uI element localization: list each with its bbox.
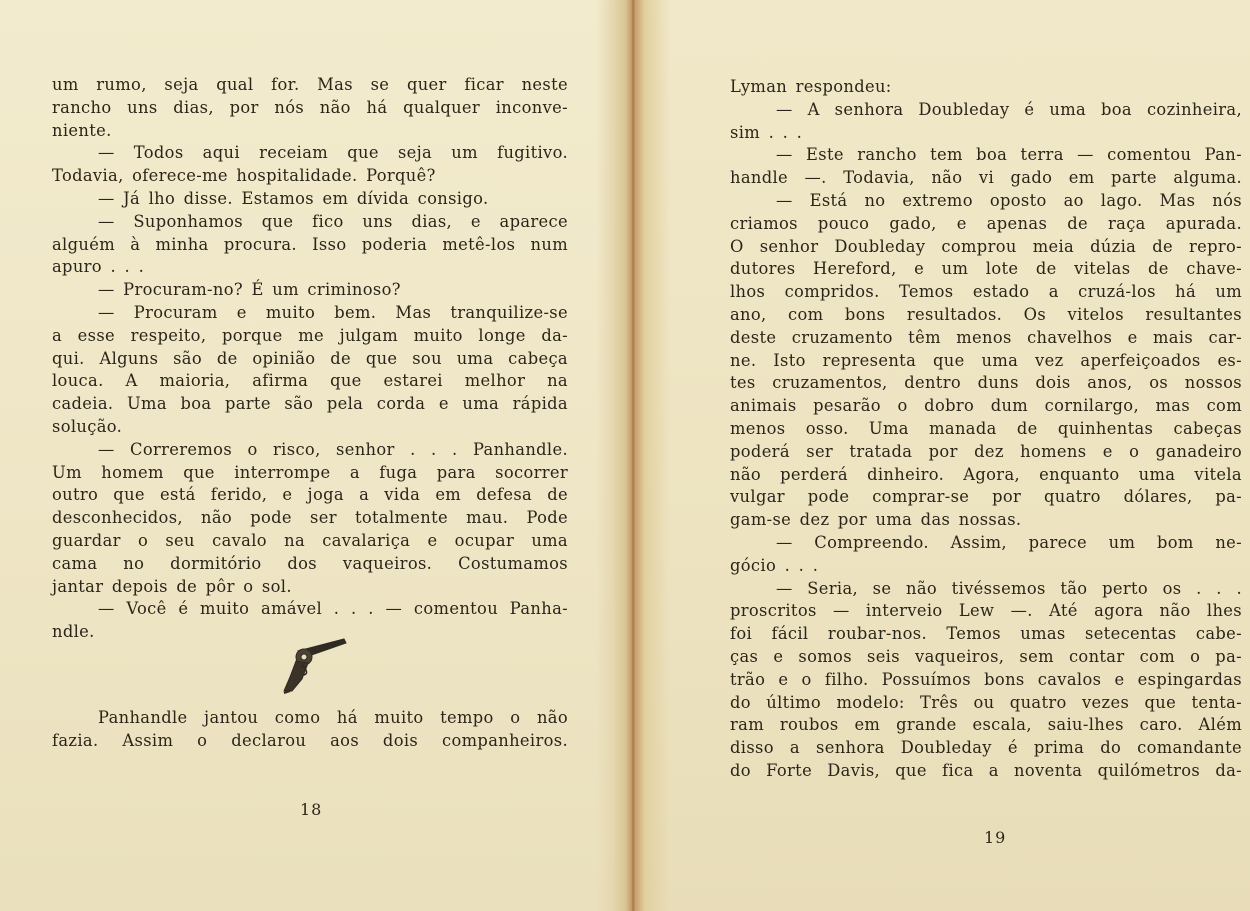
text-line: cadeia. Uma boa parte são pela corda e uma rápida: [52, 394, 568, 414]
text-line: animais pesarão o dobro dum cornilargo, mas com: [730, 396, 1242, 416]
text-line: — Procuram e muito bem. Mas tranquilize-se: [98, 302, 568, 322]
text-line: Todavia, oferece-me hospitalidade. Porquê?: [52, 166, 436, 186]
text-line: cama no dormitório dos vaqueiros. Costumamos: [52, 553, 568, 573]
text-line: outro que está ferido, e joga a vida em defesa de: [52, 485, 568, 505]
text-line: tes cruzamentos, dentro duns dois anos, os nossos: [730, 373, 1242, 393]
book-gutter: [596, 0, 670, 911]
text-line: — Procuram-no? É um criminoso?: [98, 280, 401, 300]
text-line: ram roubos em grande escala, saiu-lhes caro. Além: [730, 715, 1242, 735]
text-line: vulgar pode comprar-se por quatro dólares, pa-: [730, 487, 1242, 507]
text-line: lhos compridos. Temos estado a cruzá-los há um: [730, 282, 1242, 302]
text-line: fazia. Assim o declarou aos dois companheiros.: [52, 730, 568, 750]
text-line: jantar depois de pôr o sol.: [52, 576, 292, 596]
text-line: ne. Isto representa que uma vez aperfeiçoados es-: [730, 350, 1242, 370]
text-line: gam-se dez por uma das nossas.: [730, 510, 1022, 530]
text-line: rancho uns dias, por nós não há qualquer inconve-: [52, 97, 568, 117]
text-line: — Seria, se não tivéssemos tão perto os . . .: [776, 578, 1242, 598]
text-line: menos osso. Uma manada de quinhentas cabeças: [730, 418, 1242, 438]
text-line: — Já lho disse. Estamos em dívida consigo.: [98, 188, 489, 208]
text-line: louca. A maioria, afirma que estarei melhor na: [52, 371, 568, 391]
text-line: — Este rancho tem boa terra — comentou Pan-: [776, 145, 1242, 165]
text-line: — A senhora Doubleday é uma boa cozinheira,: [776, 99, 1242, 119]
text-line: solução.: [52, 416, 123, 436]
text-line: ano, com bons resultados. Os vitelos resultantes: [730, 304, 1242, 324]
text-line: guardar o seu cavalo na cavalariça e ocupar uma: [52, 530, 568, 550]
text-line: — Correremos o risco, senhor . . . Panhandle.: [98, 439, 568, 459]
text-line: proscritos — interveio Lew —. Até agora não lhes: [730, 601, 1242, 621]
text-line: apuro . . .: [52, 257, 145, 277]
text-line: — Compreendo. Assim, parece um bom ne-: [776, 532, 1242, 552]
text-line: deste cruzamento têm menos chavelhos e mais car-: [730, 327, 1242, 347]
text-line: Um homem que interrompe a fuga para socorrer: [52, 462, 568, 482]
page-number-left: 18: [300, 800, 323, 819]
text-line: a esse respeito, porque me julgam muito longe da-: [52, 325, 568, 345]
text-line: ças e somos seis vaqueiros, sem contar com o pa-: [730, 646, 1242, 666]
text-line: trão e o filho. Possuímos bons cavalos e espingardas: [730, 669, 1242, 689]
text-line: não perderá dinheiro. Agora, enquanto uma vitela: [730, 464, 1242, 484]
revolver-icon: [280, 633, 352, 695]
text-line: Lyman respondeu:: [730, 77, 892, 96]
text-line: qui. Alguns são de opinião de que sou uma cabeça: [52, 348, 568, 368]
text-line: disso a senhora Doubleday é prima do comandante: [730, 738, 1242, 758]
text-line: O senhor Doubleday comprou meia dúzia de repro-: [730, 236, 1242, 256]
page-number-right: 19: [984, 828, 1007, 847]
text-line: poderá ser tratada por dez homens e o ganadeiro: [730, 441, 1242, 461]
text-line: desconhecidos, não pode ser totalmente mau. Pode: [52, 508, 568, 528]
text-line: handle —. Todavia, não vi gado em parte alguma.: [730, 168, 1242, 188]
text-line: alguém à minha procura. Isso poderia metê-los num: [52, 234, 568, 254]
text-line: criamos pouco gado, e apenas de raça apurada.: [730, 213, 1242, 233]
text-line: — Suponhamos que fico uns dias, e aparece: [98, 211, 568, 231]
text-line: foi fácil roubar-nos. Temos umas setecentas cabe-: [730, 624, 1242, 644]
left-page-closing-text: [52, 707, 568, 753]
text-line: gócio . . .: [730, 555, 819, 575]
left-page-text: [52, 74, 568, 644]
text-line: dutores Hereford, e um lote de vitelas de chave-: [730, 259, 1242, 279]
right-page-text: [730, 76, 1242, 783]
text-line: — Você é muito amável . . . — comentou Panha-: [98, 599, 568, 619]
text-line: sim . . .: [730, 122, 803, 142]
text-line: ndle.: [52, 622, 95, 642]
text-line: do último modelo: Três ou quatro vezes que tenta-: [730, 692, 1242, 712]
text-line: — Está no extremo oposto ao lago. Mas nós: [776, 190, 1242, 210]
text-line: um rumo, seja qual for. Mas se quer ficar neste: [52, 75, 568, 94]
text-line: Panhandle jantou como há muito tempo o não: [98, 708, 568, 727]
text-line: niente.: [52, 120, 112, 140]
text-line: do Forte Davis, que fica a noventa quilómetros da-: [730, 760, 1242, 780]
right-page: [640, 0, 1250, 911]
text-line: — Todos aqui receiam que seja um fugitivo.: [98, 143, 568, 163]
